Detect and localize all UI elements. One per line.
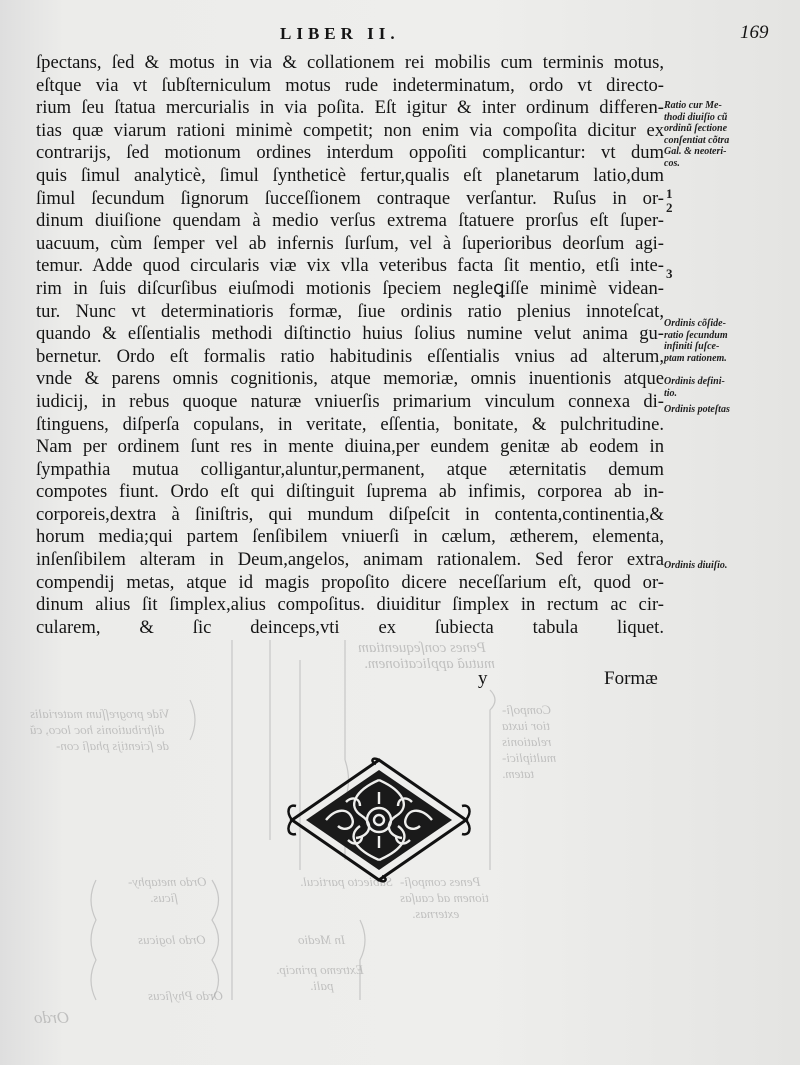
show-through-text: Ordo [34, 1008, 70, 1027]
text-line: ſpectans, ſed & motus in via & collationem rei mobilis cum terminis motus, [36, 52, 664, 73]
show-through-text: Ordo Phyſicus [148, 988, 223, 1003]
text-line: cularem, & ſic deinceps,vti ex ſubiecta tabula liquet. [36, 616, 664, 638]
text-line: compotes fiunt. Ordo eſt qui diſtinguit ſuprema ab infimis, corporea ab in- [36, 481, 664, 503]
show-through-text: Ordo logicus [138, 932, 206, 947]
margin-number: 3 [666, 266, 673, 281]
text-line: corporeis,dextra à ſiniſtris, qui mundum diſpeſcit in contenta,continentia,& [36, 503, 664, 525]
text-line: eſtque via vt ſubſterniculum motus rude indeterminatum, ordo vt directo- [36, 74, 664, 96]
show-through-text: Compoſi- [502, 702, 552, 717]
margin-note: Ordinis diuiſio. [664, 560, 728, 571]
show-through-text: pali. [310, 978, 334, 993]
text-line: quis ſimul analyticè, ſimul ſyntheticè fertur,qualis eſt planetarum latio,dum [36, 164, 664, 186]
text-line: rim in ſuis diſcurſibus eiuſmodi motionis ſpeciem negleꝗiſſe minimè videan- [36, 277, 664, 299]
text-line: Nam per ordinem ſunt res in mente diuina,per eundem genitæ ab eodem in [36, 436, 664, 458]
show-through-text: Extremo princip. [276, 962, 364, 977]
show-through-text: Vide progreſſum materialis [30, 706, 170, 721]
show-through-text: multiplici- [502, 750, 557, 765]
running-head: LIBER II. [280, 24, 400, 43]
text-line: tias quæ viarum rationi minimè competit; non enim via compoſita dicitur ex [36, 119, 664, 141]
text-line: contrarijs, ſed motionum ordines interdum oppoſiti complicantur: vt dum [36, 142, 664, 164]
show-through-text: Penes compoſi- [400, 874, 481, 889]
show-through-text: Penes conſequentiam [358, 640, 486, 656]
body-text [36, 52, 664, 639]
show-through-text: tionem ad cauſas [400, 890, 489, 905]
text-line: horum media;qui partem ſenſibilem vniuerſi in cælum, ætherem, elementa, [36, 526, 664, 548]
text-line: inſenſibilem alteram in Deum,angelos, animam rationalem. Sed feror extra [36, 549, 664, 571]
show-through-text: ſicus. [150, 890, 178, 905]
text-line: vnde & parens omnis cognitionis, atque memoriæ, omnis inuentionis atque [36, 368, 664, 390]
show-through-text: relationis [502, 734, 552, 749]
text-line: dinum diuiſione quendam à medio verſus extrema ſtatuere prorſus eſt ſuper- [36, 210, 664, 232]
show-through-text: In Medio [298, 932, 346, 947]
text-line: ſimul ſecundum ſignorum ſucceſſionem contraque verſantur. Ruſus in or- [36, 187, 664, 209]
show-through-text: de ſcientijs phaſi con- [56, 738, 170, 753]
margin-note: Ratio cur Me- thodi diuiſio cũ ordinũ ſectione conſentiat cõtra Gal. & neoteri- cos. [664, 100, 730, 169]
catchword: Formæ [604, 668, 658, 689]
show-through-text: mutuã applicationem. [364, 656, 495, 672]
text-line: uacuum, cùm ſemper vel ab infernis ſurſum, vel à ſuperioribus deorſum agi- [36, 232, 664, 254]
text-line: quando & eſſentialis methodi diſtinctio huius ſolius numine velut anima gu- [36, 323, 664, 345]
signature-mark: y [478, 668, 488, 689]
show-through-text: diſtributionis hoc loco, cũ [30, 722, 165, 737]
show-through-text: externas. [412, 906, 460, 921]
page-number: 169 [740, 22, 769, 43]
text-line: rium ſeu ſtatua mercurialis in via poſita. Eſt igitur & inter ordinum differen- [36, 97, 664, 119]
show-through-text: Subiecto particul. [300, 874, 393, 889]
margin-note: Ordinis poteſtas [664, 404, 730, 415]
show-through-text: tatem. [502, 766, 535, 781]
text-line: ſtinguens, diſperſa copulans, in veritate, eſſentia, bonitate, & pulchritudine. [36, 413, 664, 435]
text-line: ſympathia mutua colligantur,aluntur,permanent, atque æternitatis demum [36, 458, 664, 480]
printers-ornament [286, 756, 472, 884]
margin-number: 1 [666, 186, 673, 201]
text-line: tur. Nunc vt determinatioris formæ, ſiue ordinis ratio plenius innoteſcat, [36, 300, 664, 322]
text-line: iudicij, in rebus quoque naturæ vniuerſis primarium vinculum connexa di- [36, 390, 664, 412]
text-line: dinum alius ſit ſimplex,alius compoſitus. diuiditur ſimplex in rectum ac cir- [36, 594, 664, 616]
margin-note: Ordinis defini- tio. [664, 376, 725, 399]
text-line: bernetur. Ordo eſt formalis ratio habitudinis eſſentialis vnius ad alterum, [36, 345, 664, 367]
margin-note: Ordinis cõſide- ratio ſecundum infiniti ſuſce- ptam rationem. [664, 318, 728, 364]
show-through-text: Ordo metaphy- [128, 874, 207, 889]
show-through-text: tior iuxta [502, 718, 551, 733]
text-line: temur. Adde quod circularis viæ vix vlla veteribus facta ſit mentio, etſi inte- [36, 255, 664, 277]
text-line: compendij metas, atque id magis propoſito dicere neceſſarium eſt, quod or- [36, 571, 664, 593]
margin-number: 2 [666, 200, 673, 215]
